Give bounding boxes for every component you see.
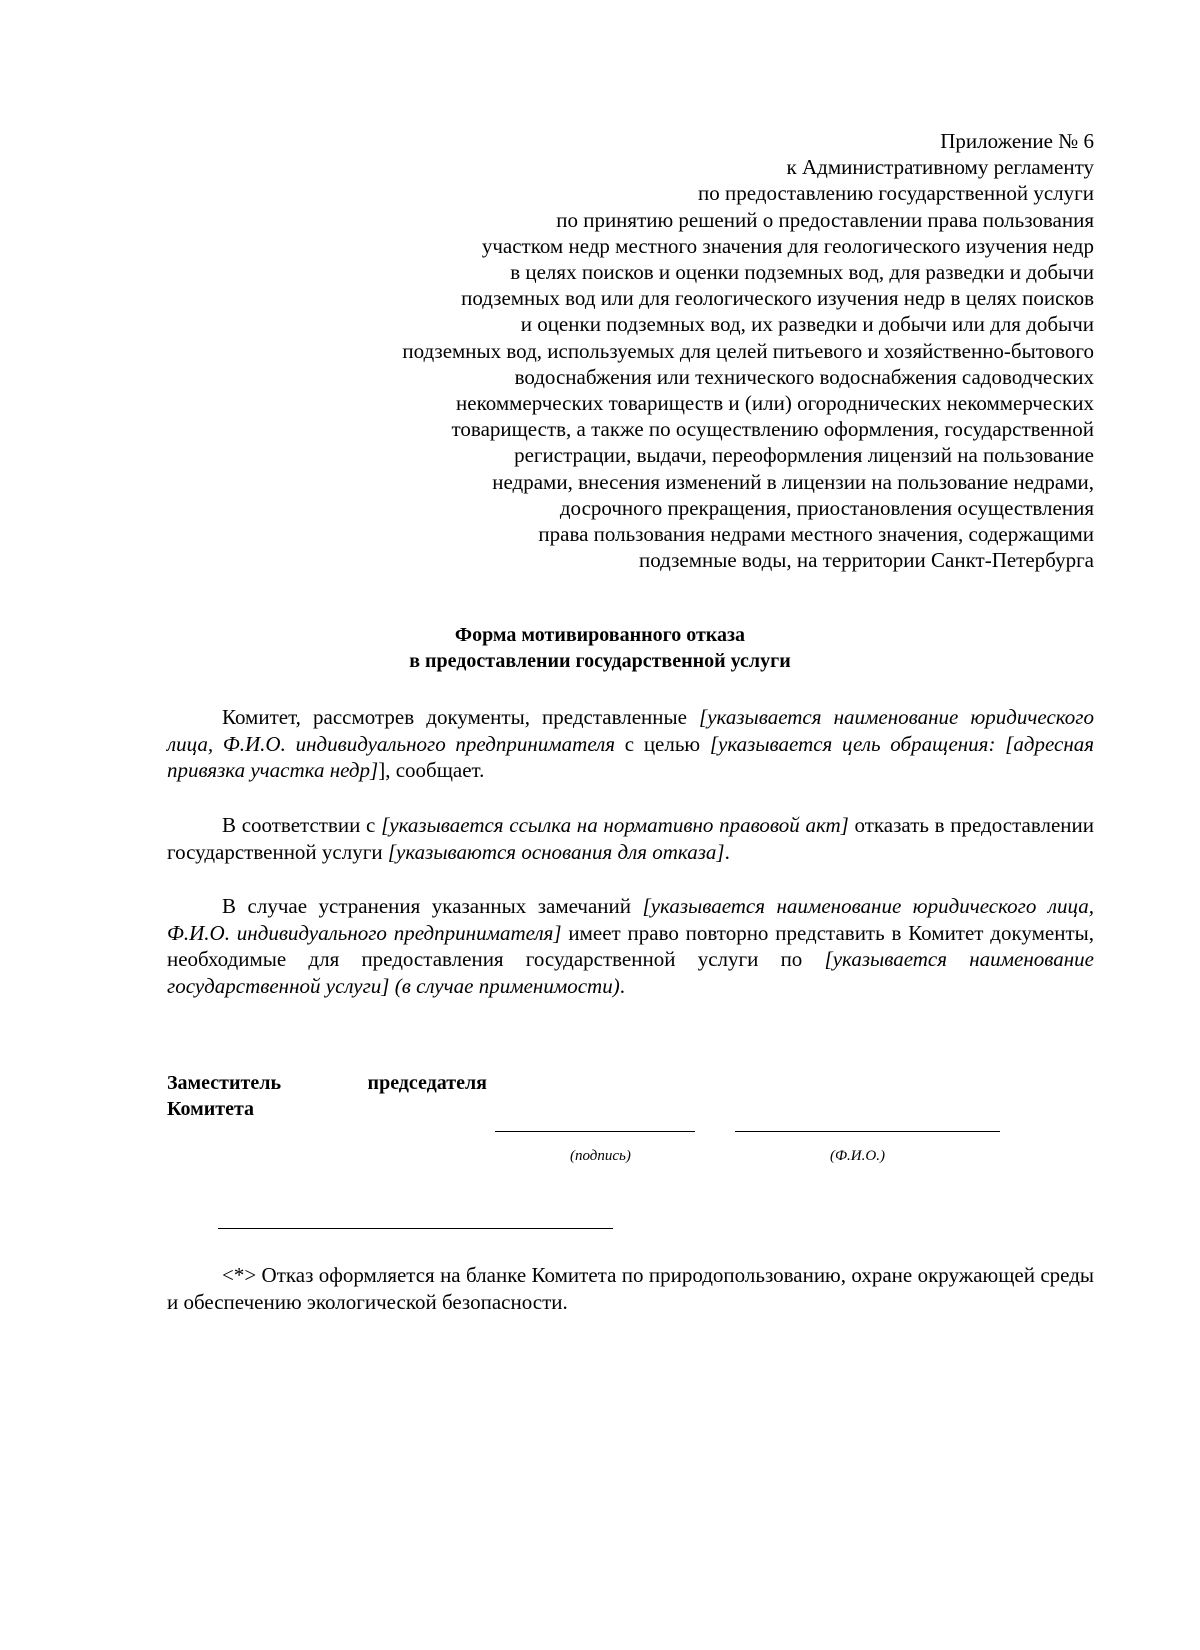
paragraph-resubmission-right: [167, 893, 1094, 999]
signature-caption: (подпись): [570, 1148, 631, 1164]
name-caption: (Ф.И.О.): [830, 1148, 885, 1164]
signer-title: [167, 1070, 487, 1122]
appendix-line: подземные воды, на территории Санкт-Петербурга: [639, 548, 1094, 573]
appendix-line: в целях поисков и оценки подземных вод, для разведки и добычи: [510, 260, 1094, 285]
appendix-line: недрами, внесения изменений в лицензии на пользование недрами,: [492, 469, 1094, 494]
text-run: Комитет, рассмотрев документы, представленные: [222, 705, 700, 729]
text-run: с целью: [615, 731, 710, 756]
text-run: имеет право повторно представить в Комитет документы, необходимые для предоставления государственной услуги по: [167, 920, 1094, 971]
form-title-line-2: в предоставлении государственной услуги: [409, 650, 791, 672]
name-line: [735, 1131, 1000, 1132]
appendix-line: подземных вод или для геологического изучения недр в целях поисков: [461, 286, 1094, 311]
appendix-line: по предоставлению государственной услуги: [698, 181, 1094, 206]
appendix-line: и оценки подземных вод, их разведки и добычи или для добычи: [520, 312, 1094, 337]
appendix-line: к Административному регламенту: [786, 155, 1094, 180]
appendix-line: права пользования недрами местного значения, содержащими: [538, 522, 1094, 547]
signature-line: [495, 1131, 695, 1132]
placeholder-text: [указывается цель обращения: [адресная привязка участка недр]: [167, 731, 1094, 782]
placeholder-text: [указывается наименование юридического лица, Ф.И.О. индивидуального предпринимателя: [167, 705, 1094, 756]
appendix-line: участком недр местного значения для геологического изучения недр: [481, 233, 1094, 258]
signer-title-word: председателя: [367, 1072, 487, 1094]
appendix-line: товариществ, а также по осуществлению оформления, государственной: [451, 417, 1094, 442]
form-title: [0, 622, 1200, 674]
footnote: <*> Отказ оформляется на бланке Комитета по природопользованию, охране окружающей среды и обеспечению экологической безопасности.: [167, 1263, 1094, 1314]
signer-title-line-2: Комитета: [167, 1098, 255, 1120]
paragraph-refusal-basis: [167, 812, 1094, 865]
appendix-line: регистрации, выдачи, переоформления лицензий на пользование: [514, 443, 1094, 468]
appendix-line: досрочного прекращения, приостановления осуществления: [559, 495, 1094, 520]
paragraph-committee-notice: [167, 704, 1094, 784]
placeholder-text: [указывается наименование юридического лица, Ф.И.О. индивидуального предпринимателя]: [167, 894, 1094, 945]
appendix-line: водоснабжения или технического водоснабжения садоводческих: [514, 364, 1094, 389]
appendix-line: некоммерческих товариществ и (или) огороднических некоммерческих: [456, 391, 1094, 416]
appendix-header: [274, 128, 1094, 573]
placeholder-text: [указываются основания для отказа]: [387, 839, 725, 864]
text-run: ], сообщает.: [378, 758, 485, 782]
text-run: В случае устранения указанных замечаний: [222, 894, 643, 918]
footnote-separator: [218, 1228, 613, 1229]
placeholder-text: [указывается ссылка на нормативно правовой акт]: [381, 813, 849, 837]
text-run: .: [724, 839, 730, 864]
form-title-line-1: Форма мотивированного отказа: [454, 624, 746, 646]
appendix-line: Приложение № 6: [940, 129, 1094, 153]
appendix-line: подземных вод, используемых для целей питьевого и хозяйственно-бытового: [402, 338, 1094, 363]
placeholder-text: [указывается наименование государственной услуги] (в случае применимости): [167, 947, 1094, 998]
text-run: В соответствии с: [222, 813, 382, 837]
signer-title-word: Заместитель: [167, 1072, 282, 1094]
text-run: .: [619, 973, 625, 998]
text-run: отказать в предоставлении государственной услуги: [167, 813, 1094, 864]
appendix-line: по принятию решений о предоставлении права пользования: [556, 207, 1094, 232]
